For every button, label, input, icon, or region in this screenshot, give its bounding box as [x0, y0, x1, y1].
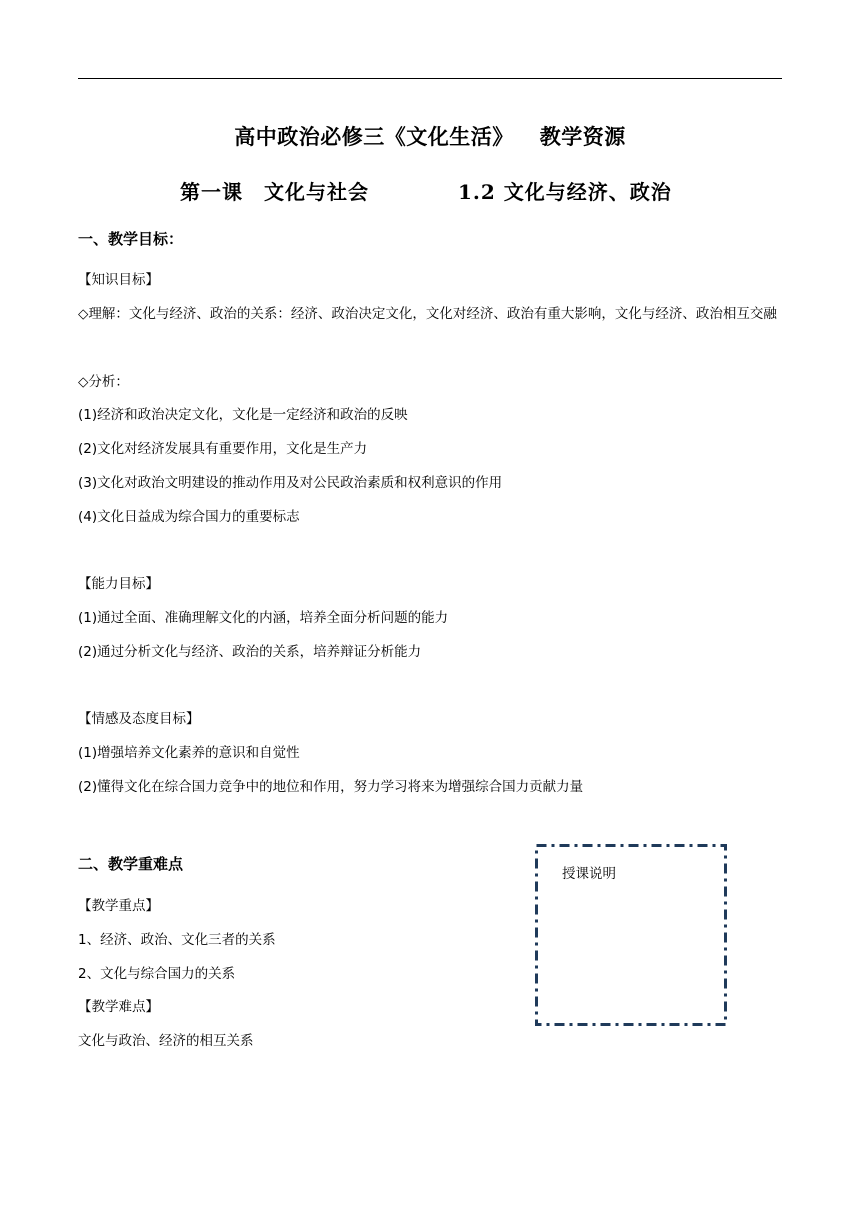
header-rule	[78, 78, 782, 79]
knowledge-label: 【知识目标】	[78, 272, 159, 288]
emotion-label: 【情感及态度目标】	[78, 711, 200, 727]
key-point-item: 2、文化与综合国力的关系	[78, 966, 236, 982]
title-resource: 教学资源	[539, 125, 626, 149]
page-title	[0, 121, 860, 151]
ability-label: 【能力目标】	[78, 576, 159, 592]
knowledge-item: (2)文化对经济发展具有重要作用，文化是生产力	[78, 441, 368, 457]
teaching-notes-label: 授课说明	[562, 866, 616, 882]
key-point-item: 1、经济、政治、文化三者的关系	[78, 932, 276, 948]
section2-heading: 二、教学重难点	[78, 855, 184, 873]
emotion-item: (2)懂得文化在综合国力竞争中的地位和作用，努力学习将来为增强综合国力贡献力量	[78, 779, 584, 795]
section-title: 1.2 文化与经济、政治	[458, 180, 672, 204]
key-points-label: 【教学重点】	[78, 898, 159, 914]
knowledge-item: (1)经济和政治决定文化，文化是一定经济和政治的反映	[78, 407, 408, 423]
ability-item: (2)通过分析文化与经济、政治的关系，培养辩证分析能力	[78, 644, 422, 660]
ability-item: (1)通过全面、准确理解文化的内涵，培养全面分析问题的能力	[78, 610, 449, 626]
knowledge-item: (3)文化对政治文明建设的推动作用及对公民政治素质和权利意识的作用	[78, 475, 503, 491]
section1-heading: 一、教学目标：	[78, 230, 184, 248]
lesson-title: 第一课 文化与社会	[180, 180, 369, 204]
knowledge-understand: ◇理解：文化与经济、政治的关系：经济、政治决定文化，文化对经济、政治有重大影响，文化与经济、政治相互交融	[78, 306, 777, 322]
title-main: 高中政治必修三《文化生活》	[234, 125, 514, 149]
knowledge-analyze-label: ◇分析：	[78, 374, 129, 390]
knowledge-item: (4)文化日益成为综合国力的重要标志	[78, 509, 300, 525]
difficult-point-text: 文化与政治、经济的相互关系	[78, 1033, 254, 1049]
difficult-points-label: 【教学难点】	[78, 999, 159, 1015]
emotion-item: (1)增强培养文化素养的意识和自觉性	[78, 745, 300, 761]
